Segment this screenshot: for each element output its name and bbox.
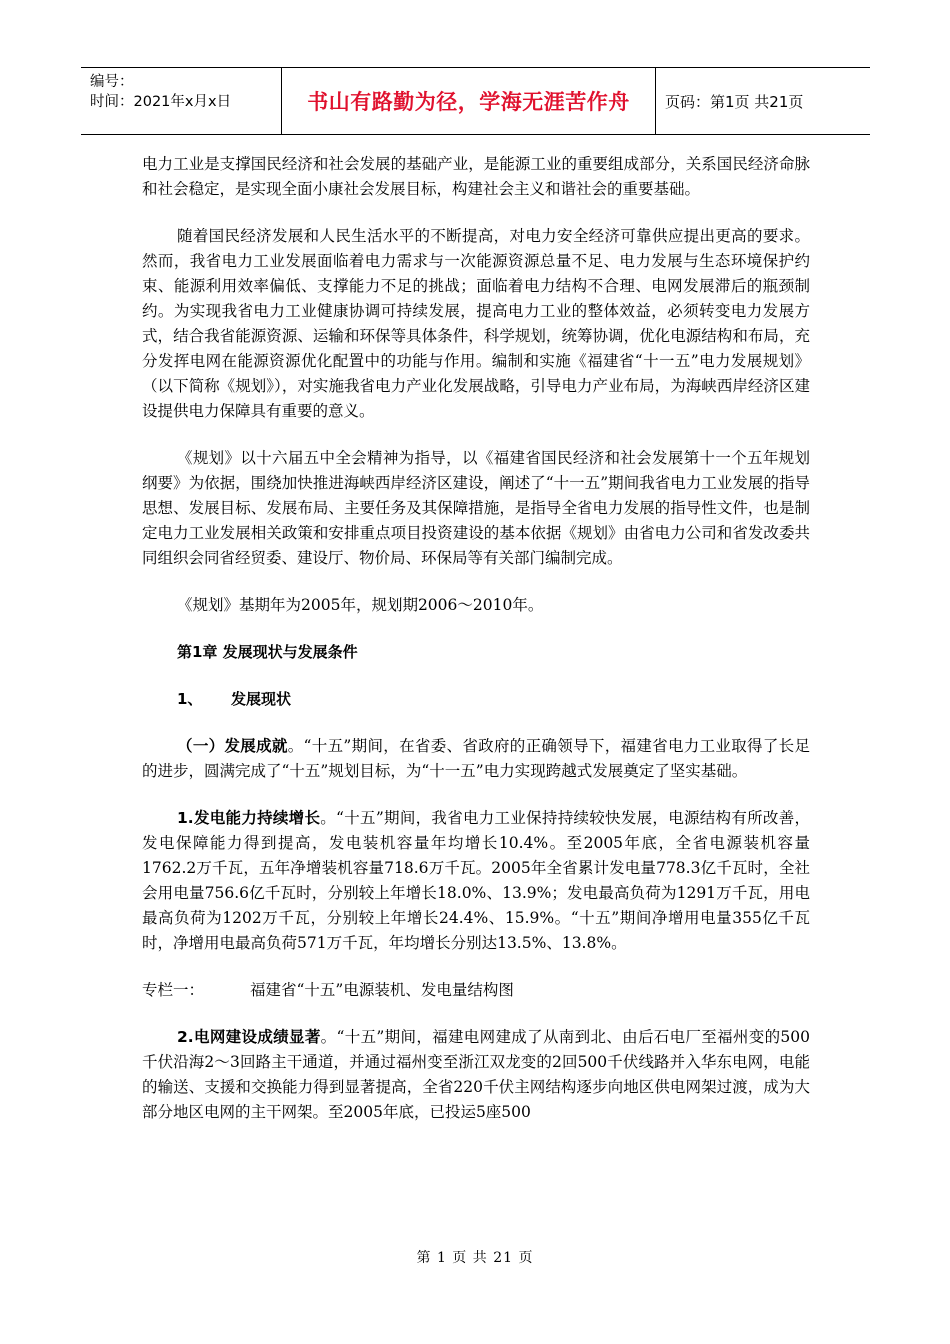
paragraph-generation-growth [142,806,810,956]
paragraph-background: 随着国民经济发展和人民生活水平的不断提高，对电力安全经济可靠供应提出更高的要求。然而，我省电力工业发展面临着电力需求与一次能源资源总量不足、电力发展与生态环境保护约束、能源利用效率偏低、支撑能力不足的挑战；面临着电力结构不合理、电网发展滞后的瓶颈制约。为实现我省电力工业健康协调可持续发展，提高电力工业的整体效益，必须转变电力发展方式，结合我省能源资源、运输和环保等具体条件，科学规划，统筹协调，优化电源结构和布局，充分发挥电网在能源资源优化配置中的功能与作用。编制和实施《福建省“十一五”电力发展规划》（以下简称《规划》），对实施我省电力产业化发展战略，引导电力产业布局，为海峡西岸经济区建设提供电力保障具有重要的意义。 [142,227,810,420]
achievements-text: 。“十五”期间，在省委、省政府的正确领导下，福建省电力工业取得了长足的进步，圆满完成了“十五”规划目标，为“十一五”电力实现跨越式发展奠定了坚实基础。 [142,737,810,780]
header-motto: 书山有路勤为径，学海无涯苦作舟 [282,68,656,134]
section-heading [142,687,810,712]
section-title: 发展现状 [231,690,292,708]
paragraph-grid-construction [142,1025,810,1125]
header-page-info: 页码：第1页 共21页 [665,92,804,111]
generation-growth-lead: 1.发电能力持续增长 [177,809,321,827]
paragraph-intro: 电力工业是支撑国民经济和社会发展的基础产业，是能源工业的重要组成部分，关系国民经济命脉和社会稳定，是实现全面小康社会发展目标，构建社会主义和谐社会的重要基础。 [142,155,810,198]
page-footer: 第 1 页 共 21 页 [416,1250,534,1266]
paragraph-plan-basis: 《规划》以十六届五中全会精神为指导，以《福建省国民经济和社会发展第十一个五年规划纲要》为依据，围绕加快推进海峡西岸经济区建设，阐述了“十一五”期间我省电力工业发展的指导思想、发展目标、发展布局、主要任务及其保障措施，是指导全省电力发展的指导性文件，也是制定电力工业发展相关政策和安排重点项目投资建设的基本依据《规划》由省电力公司和省发改委共同组织会同省经贸委、建设厅、物价局、环保局等有关部门编制完成。 [142,449,810,567]
paragraph-achievements [142,734,810,784]
sidebar-label: 专栏一： [142,981,205,999]
sidebar-caption [142,978,810,1003]
document-number-label: 编号： [90,74,134,90]
chapter-heading: 第1章 发展现状与发展条件 [177,643,358,661]
section-number: 1、 [177,690,203,708]
sidebar-title-text: 福建省“十五”电源装机、发电量结构图 [250,981,514,999]
paragraph-plan-period: 《规划》基期年为2005年，规划期2006～2010年。 [177,596,544,614]
grid-construction-lead: 2.电网建设成绩显著 [177,1028,321,1046]
generation-growth-text: 。“十五”期间，我省电力工业保持持续较快发展，电源结构有所改善，发电保障能力得到提高，发电装机容量年均增长10.4%。至2005年底，全省电源装机容量1762.2万千瓦，五年净增装机容量718.6万千瓦。2005年全省累计发电量778.3亿千瓦时，全社会用电量756.6亿千瓦时，分别较上年增长18.0%、13.9%；发电最高负荷为1291万千瓦，用电最高负荷为1202万千瓦，分别较上年增长24.4%、15.9%。“十五”期间净增用电量355亿千瓦时，净增用电最高负荷571万千瓦，年均增长分别达13.5%、13.8%。 [142,809,810,952]
page-header [81,67,870,135]
achievements-lead: （一）发展成就 [177,737,288,755]
document-body [142,152,810,1125]
grid-construction-text: 。“十五”期间，福建电网建成了从南到北、由后石电厂至福州变的500千伏沿海2～3回路主干通道，并通过福州变至浙江双龙变的2回500千伏线路并入华东电网，电能的输送、支援和交换能力得到显著提高，全省220千伏主网结构逐步向地区供电网架过渡，成为大部分地区电网的主干网架。至2005年底，已投运5座500 [142,1028,810,1121]
document-time-label: 时间：2021年x月x日 [90,94,232,110]
header-meta-cell [81,68,282,134]
